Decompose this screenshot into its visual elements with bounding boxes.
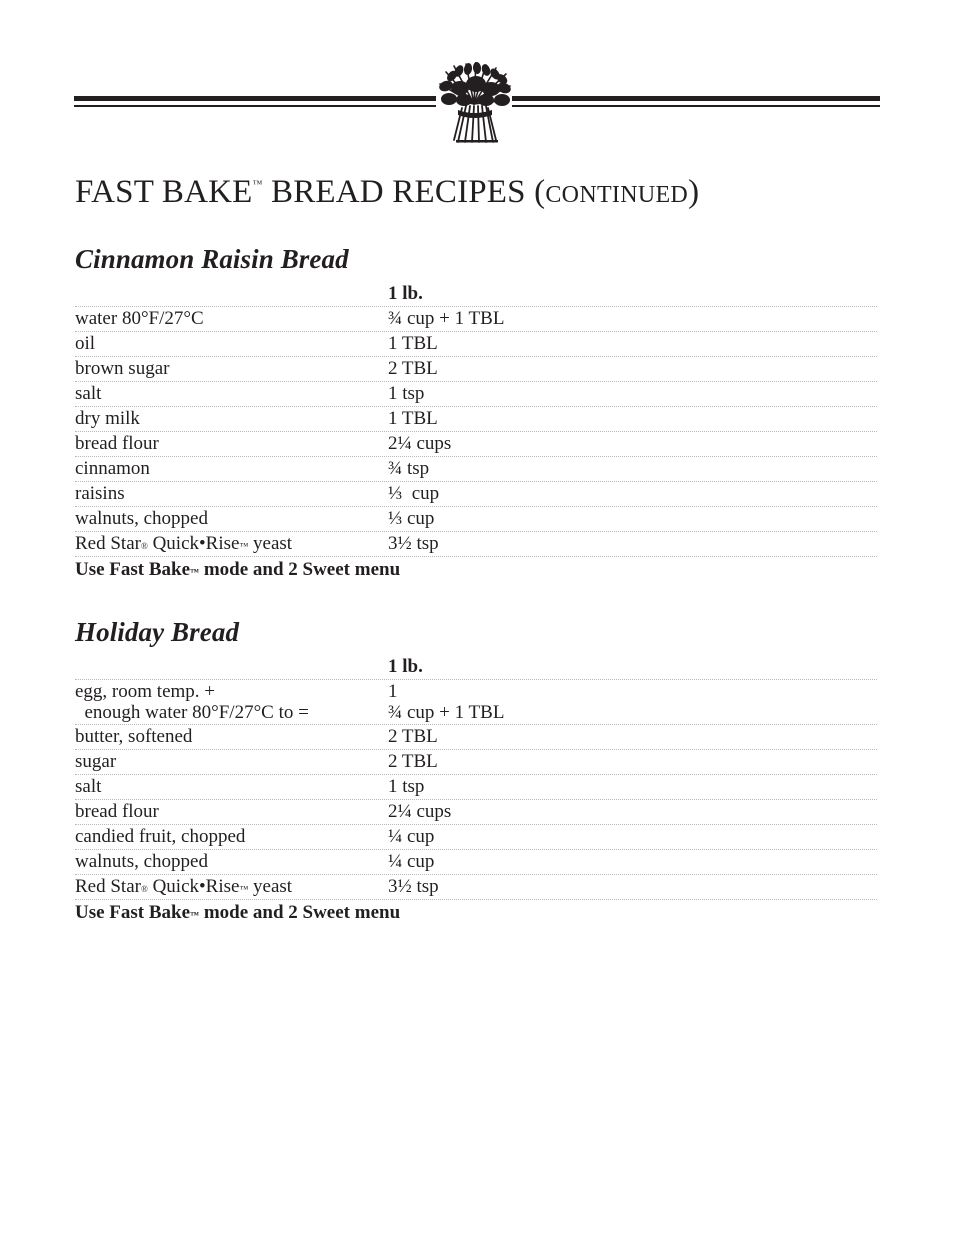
- table-row: [75, 775, 877, 800]
- size-column-header: 1 lb.: [388, 283, 423, 304]
- ingredient-qty: ¾ cup + 1 TBL: [388, 308, 505, 329]
- wheat-sheaf-icon: [438, 62, 513, 143]
- ingredient-name: brown sugar: [75, 358, 170, 379]
- ingredient-name: bread flour: [75, 801, 159, 822]
- ingredient-qty: ⅓ cup: [388, 508, 435, 529]
- note-pre: Use Fast Bake: [75, 902, 191, 923]
- qty-line-2: ¾ cup + 1 TBL: [388, 702, 505, 723]
- ingredient-qty: 1 tsp: [388, 776, 425, 797]
- table-row: [75, 332, 877, 357]
- ingredient-column-header: [75, 282, 388, 306]
- recipe-cinnamon-raisin-bread: [75, 244, 877, 583]
- table-row: [75, 750, 877, 775]
- ingredient-name: water 80°F/27°C: [75, 308, 204, 329]
- ingredient-qty: 1 TBL: [388, 408, 438, 429]
- ingredient-qty: ¼ cup: [388, 826, 435, 847]
- recipe-holiday-bread: [75, 617, 877, 926]
- trademark-mark: ™: [239, 884, 249, 894]
- ingredient-qty: 1 tsp: [388, 383, 425, 404]
- yeast-brand: Red Star: [75, 533, 141, 554]
- title-rest: BREAD RECIPES (: [262, 174, 546, 210]
- table-row: [75, 800, 877, 825]
- ingredient-qty: 2 TBL: [388, 751, 438, 772]
- registered-mark: ®: [140, 884, 148, 894]
- title-main: FAST BAKE: [75, 174, 253, 210]
- ingredient-qty: 2¼ cups: [388, 801, 452, 822]
- note-post: mode and 2 Sweet menu: [199, 559, 401, 580]
- size-column-header: 1 lb.: [388, 656, 423, 677]
- table-row: [75, 725, 877, 750]
- ingredient-name: salt: [75, 776, 102, 797]
- note-pre: Use Fast Bake: [75, 559, 191, 580]
- table-row: [75, 482, 877, 507]
- table-row: [75, 307, 877, 332]
- ingredient-qty: 3½ tsp: [388, 876, 439, 897]
- qty-line-1: 1: [388, 681, 398, 702]
- table-row: [75, 357, 877, 382]
- ingredient-qty: 1 TBL: [388, 333, 438, 354]
- ingredient-name: bread flour: [75, 433, 159, 454]
- yeast-label: yeast: [248, 876, 293, 897]
- table-row: [75, 407, 877, 432]
- ingredient-name: [75, 681, 388, 723]
- title-continued: CONTINUED: [545, 182, 689, 208]
- trademark-mark: ™: [252, 179, 263, 190]
- yeast-product: Quick•Rise: [147, 876, 240, 897]
- table-row-combined: [75, 680, 877, 725]
- recipe-title: Holiday Bread: [75, 617, 240, 647]
- ingredient-qty: 2 TBL: [388, 726, 438, 747]
- ingredient-qty: 3½ tsp: [388, 533, 439, 554]
- ingredient-name: walnuts, chopped: [75, 508, 208, 529]
- table-header-row: [75, 282, 877, 307]
- mode-note: [75, 900, 877, 926]
- table-row-yeast: [75, 875, 877, 900]
- ingredient-qty: 2 TBL: [388, 358, 438, 379]
- ingredient-name: [75, 532, 388, 556]
- ingredient-line-2: enough water 80°F/27°C to =: [75, 702, 309, 723]
- registered-mark: ®: [140, 541, 148, 551]
- table-row: [75, 850, 877, 875]
- ingredient-name: salt: [75, 383, 102, 404]
- ingredient-name: cinnamon: [75, 458, 150, 479]
- page-title: [75, 176, 699, 209]
- double-rule-left: [74, 96, 436, 107]
- ingredient-qty: 2¼ cups: [388, 433, 452, 454]
- table-row: [75, 457, 877, 482]
- yeast-label: yeast: [248, 533, 293, 554]
- ingredient-name: walnuts, chopped: [75, 851, 208, 872]
- ingredient-line-1: egg, room temp. +: [75, 681, 215, 702]
- ingredient-qty: ¼ cup: [388, 851, 435, 872]
- table-row-yeast: [75, 532, 877, 557]
- ingredient-name: [75, 875, 388, 899]
- ingredient-column-header: [75, 655, 388, 679]
- ingredient-name: dry milk: [75, 408, 140, 429]
- ingredient-name: oil: [75, 333, 96, 354]
- trademark-mark: ™: [190, 567, 200, 577]
- ingredient-name: candied fruit, chopped: [75, 826, 246, 847]
- trademark-mark: ™: [239, 541, 249, 551]
- ingredient-qty: ¾ tsp: [388, 458, 430, 479]
- title-close-paren: ): [688, 174, 700, 210]
- mode-note: [75, 557, 877, 583]
- note-post: mode and 2 Sweet menu: [199, 902, 401, 923]
- ingredient-qty: ⅓ cup: [388, 483, 440, 504]
- ingredient-name: raisins: [75, 483, 125, 504]
- ingredient-name: sugar: [75, 751, 117, 772]
- table-row: [75, 382, 877, 407]
- header-rule: [74, 62, 880, 148]
- yeast-product: Quick•Rise: [147, 533, 240, 554]
- yeast-brand: Red Star: [75, 876, 141, 897]
- ingredient-qty: [388, 681, 877, 723]
- ingredient-name: butter, softened: [75, 726, 193, 747]
- table-row: [75, 432, 877, 457]
- trademark-mark: ™: [190, 910, 200, 920]
- table-header-row: [75, 655, 877, 680]
- double-rule-right: [512, 96, 880, 107]
- recipe-title: Cinnamon Raisin Bread: [75, 244, 349, 274]
- table-row: [75, 507, 877, 532]
- table-row: [75, 825, 877, 850]
